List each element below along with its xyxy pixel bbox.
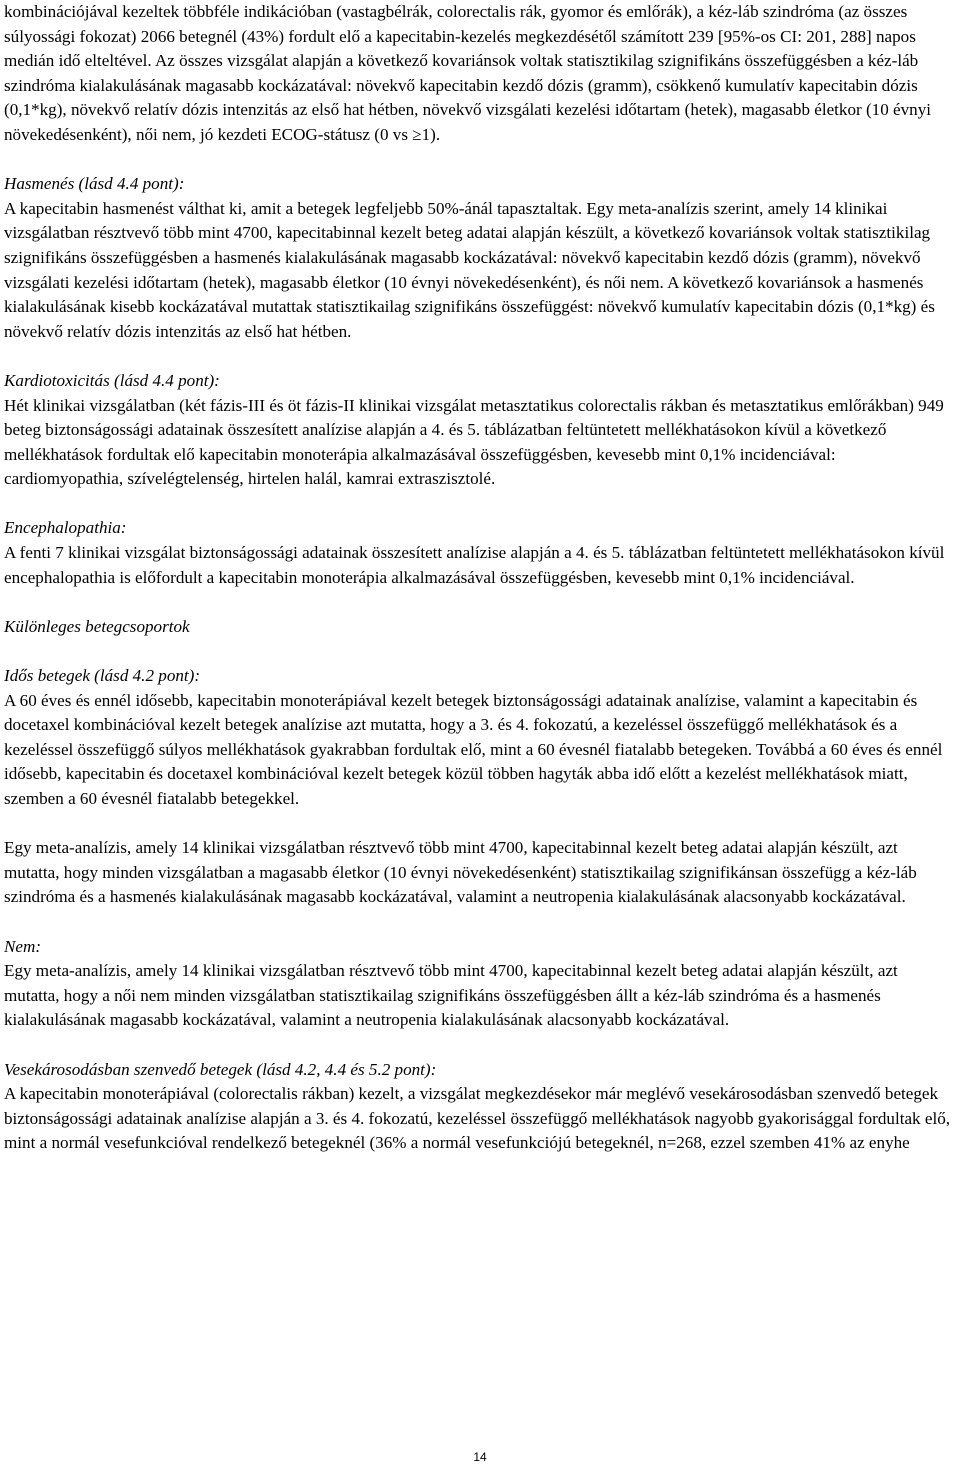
- body-paragraph: Egy meta-analízis, amely 14 klinikai vizsgálatban résztvevő több mint 4700, kapecitabinnal kezelt beteg adatai alapján készült, azt mutatta, hogy a női nem minden vizsgálatban statisztikailag szignifikáns összefüggésben állt a kéz-láb szindróma és a hasmenés kialakulásának magasabb kockázatával, valamint a neutropenia kialakulásának alacsonyabb kockázatával.: [4, 961, 898, 1030]
- paragraph-spacer: [4, 344, 956, 369]
- section-heading: Vesekárosodásban szenvedő betegek (lásd 4.2, 4.4 és 5.2 pont):: [4, 1059, 437, 1079]
- body-paragraph: kombinációjával kezeltek többféle indikációban (vastagbélrák, colorectalis rák, gyomor és emlőrák), a kéz-láb szindróma (az összes súlyossági fokozat) 2066 betegnél (43%) fordult elő a kapecitabin-kezelés megkezdésétől számított 239 [95%-os CI: 201, 288] napos medián idő elteltével. Az összes vizsgálat alapján a következő kovariánsok voltak statisztikilag szignifikáns összefüggésben a kéz-láb szindróma kialakulásának magasabb kockázatával: növekvő kapecitabin kezdő dózis (gramm), csökkenő kumulatív kapecitabin dózis (0,1*kg), növekvő relatív dózis intenzitás az első hat hétben, növekvő vizsgálati kezelési időtartam (hetek), magasabb életkor (10 évnyi növekedésenként), női nem, jó kezdeti ECOG-státusz (0 vs ≥1).: [4, 2, 932, 144]
- paragraph-spacer: [4, 639, 956, 664]
- section-heading: Hasmenés (lásd 4.4 pont):: [4, 174, 185, 194]
- section-heading: Idős betegek (lásd 4.2 pont):: [4, 666, 201, 686]
- section-heading: Kardiotoxicitás (lásd 4.4 pont):: [4, 370, 220, 390]
- section-heading: Különleges betegcsoportok: [4, 616, 190, 636]
- body-paragraph: Egy meta-analízis, amely 14 klinikai vizsgálatban résztvevő több mint 4700, kapecitabinnal kezelt beteg adatai alapján készült, azt mutatta, hogy minden vizsgálatban a magasabb életkor (10 évnyi növekedésenként) statisztikailag szignifikánsan összefügg a kéz-láb szindróma és a hasmenés kialakulásának magasabb kockázatával, valamint a neutropenia kialakulásának alacsonyabb kockázatával.: [4, 838, 917, 907]
- body-paragraph: A kapecitabin hasmenést válthat ki, amit a betegek legfeljebb 50%-ánál tapasztaltak. Egy meta-analízis szerint, amely 14 klinikai vizsgálatban résztvevő több mint 4700, kapecitabinnal kezelt beteg adatai alapján készült, a következő kovariánsok voltak statisztikilag szignifikáns összefüggésben a hasmenés kialakulásának magasabb kockázatával: növekvő kapecitabin kezdő dózis (gramm), növekvő vizsgálati kezelési időtartam (hetek), magasabb életkor (10 évnyi növekedésenként), és női nem. A következő kovariánsok a hasmenés kialakulásának kisebb kockázatával mutattak statisztikailag szignifikáns összefüggést: növekvő kumulatív kapecitabin dózis (0,1*kg) és növekvő relatív dózis intenzitás az első hat hétben.: [4, 198, 935, 341]
- page-number: 14: [473, 1450, 487, 1464]
- body-paragraph: A fenti 7 klinikai vizsgálat biztonságossági adatainak összesített analízise alapján a 4. és 5. táblázatban feltüntetett mellékhatásokon kívül encephalopathia is előfordult a kapecitabin monoterápia alkalmazásával összefüggésben, kevesebb mint 0,1% incidenciával.: [4, 543, 945, 587]
- document-body: [4, 0, 956, 1156]
- body-paragraph: Hét klinikai vizsgálatban (két fázis-III és öt fázis-II klinikai vizsgálat metasztatikus colorectalis rákban és metasztatikus emlőrákban) 949 beteg biztonságossági adatainak összesített analízise alapján a 4. és 5. táblázatban feltüntetett mellékhatásokon kívül a következő mellékhatások fordultak elő kapecitabin monoterápia alkalmazásával összefüggésben, kevesebb mint 0,1% incidenciával: cardiomyopathia, szívelégtelenség, hirtelen halál, kamrai extraszisztolé.: [4, 395, 944, 489]
- section-heading: Nem:: [4, 936, 42, 956]
- paragraph-spacer: [4, 590, 956, 615]
- paragraph-spacer: [4, 812, 956, 837]
- section-heading: Encephalopathia:: [4, 518, 127, 538]
- paragraph-spacer: [4, 492, 956, 517]
- paragraph-spacer: [4, 910, 956, 935]
- body-paragraph: A 60 éves és ennél idősebb, kapecitabin monoterápiával kezelt betegek biztonságossági adatainak analízise, valamint a kapecitabin és docetaxel kombinációval kezelt betegek analízise azt mutatta, hogy a 3. és 4. fokozatú, a kezeléssel összefüggő mellékhatások és a kezeléssel összefüggő súlyos mellékhatások gyakrabban fordultak elő, mint a 60 évesnél fiatalabb betegeken. Továbbá a 60 éves és ennél idősebb, kapecitabin és docetaxel kombinációval kezelt betegek közül többen hagyták abba idő előtt a kezelést mellékhatások miatt, szemben a 60 évesnél fiatalabb betegekkel.: [4, 690, 943, 808]
- document-page: [4, 0, 956, 1156]
- paragraph-spacer: [4, 148, 956, 173]
- paragraph-spacer: [4, 1033, 956, 1058]
- body-paragraph: A kapecitabin monoterápiával (colorectalis rákban) kezelt, a vizsgálat megkezdésekor már meglévő vesekárosodásban szenvedő betegek biztonságossági adatainak analízise alapján a 3. és 4. fokozatú, kezeléssel összefüggő mellékhatások nagyobb gyakorisággal fordultak elő, mint a normál vesefunkcióval rendelkező betegeknél (36% a normál vesefunkciójú betegeknél, n=268, ezzel szemben 41% az enyhe: [4, 1084, 951, 1153]
